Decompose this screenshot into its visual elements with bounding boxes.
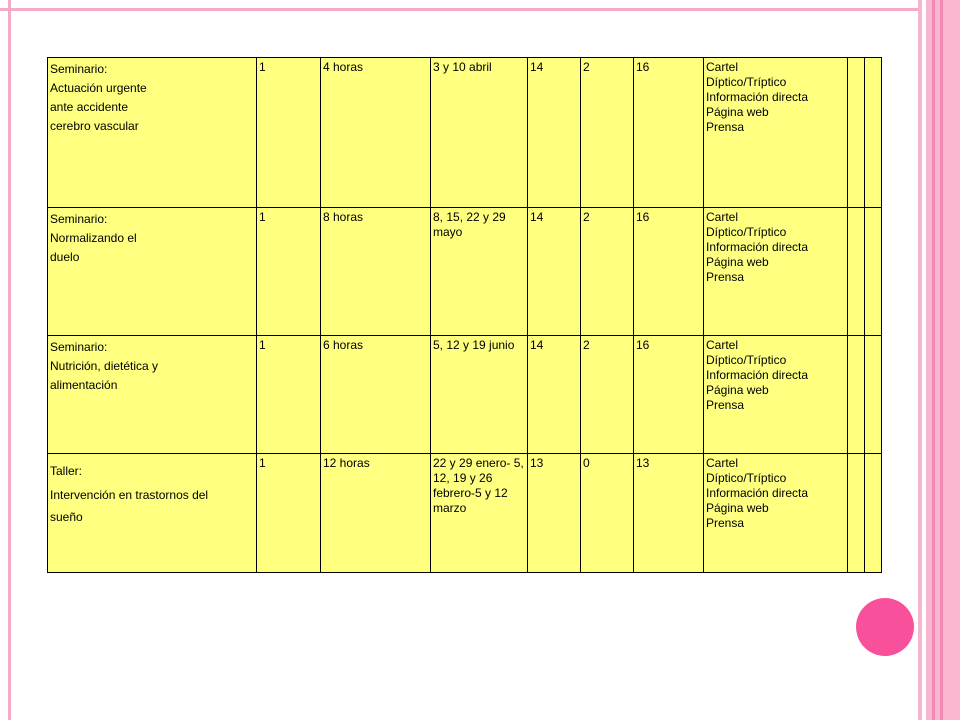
- hours-cell: 4 horas: [321, 58, 431, 208]
- media-item: Página web: [706, 383, 769, 397]
- frame-stripe: [932, 0, 935, 720]
- media-item: Cartel: [706, 456, 739, 470]
- empty-cell: [865, 208, 882, 336]
- media-item: Información directa: [706, 368, 809, 382]
- table-row: [48, 58, 882, 208]
- media-cell: [704, 336, 848, 454]
- media-item: Prensa: [706, 516, 745, 530]
- media-item: Información directa: [706, 90, 809, 104]
- hours-cell: 12 horas: [321, 454, 431, 573]
- count-a-cell: 14: [528, 208, 581, 336]
- dates-cell: 22 y 29 enero- 5, 12, 19 y 26 febrero-5 y 12 marzo: [431, 454, 528, 573]
- count-a-cell: 14: [528, 58, 581, 208]
- frame-right-band: [926, 0, 960, 720]
- table-row: [48, 336, 882, 454]
- activity-cell: [48, 336, 257, 454]
- media-item: Díptico/Tríptico: [706, 75, 787, 89]
- dates-cell: 8, 15, 22 y 29 mayo: [431, 208, 528, 336]
- media-item: Cartel: [706, 338, 739, 352]
- activity-name-line: Actuación urgente: [50, 81, 147, 95]
- editions-cell: 1: [257, 336, 321, 454]
- media-item: Díptico/Tríptico: [706, 471, 787, 485]
- course-schedule-table: [47, 57, 882, 573]
- media-cell: [704, 454, 848, 573]
- table-row: [48, 454, 882, 573]
- activity-name-line: Nutrición, dietética y: [50, 359, 159, 373]
- media-item: Díptico/Tríptico: [706, 225, 787, 239]
- dates-cell: 5, 12 y 19 junio: [431, 336, 528, 454]
- activity-cell: [48, 58, 257, 208]
- activity-name-line: cerebro vascular: [50, 119, 139, 133]
- activity-name-line: ante accidente: [50, 100, 129, 114]
- media-item: Cartel: [706, 60, 739, 74]
- editions-cell: 1: [257, 58, 321, 208]
- media-item: Página web: [706, 255, 769, 269]
- activity-name-line: Intervención en trastornos del: [50, 488, 209, 502]
- count-b-cell: 2: [581, 208, 634, 336]
- media-item: Cartel: [706, 210, 739, 224]
- activity-cell: [48, 208, 257, 336]
- total-cell: 16: [634, 58, 704, 208]
- media-cell: [704, 208, 848, 336]
- media-item: Prensa: [706, 398, 745, 412]
- media-item: Página web: [706, 105, 769, 119]
- media-item: Prensa: [706, 120, 745, 134]
- frame-left-line: [8, 0, 11, 720]
- media-item: Díptico/Tríptico: [706, 353, 787, 367]
- hours-cell: 6 horas: [321, 336, 431, 454]
- empty-cell: [848, 208, 865, 336]
- empty-cell: [865, 58, 882, 208]
- count-b-cell: 2: [581, 58, 634, 208]
- activity-type: Seminario:: [50, 62, 108, 76]
- frame-right-line: [918, 0, 922, 720]
- dates-cell: 3 y 10 abril: [431, 58, 528, 208]
- total-cell: 13: [634, 454, 704, 573]
- activity-type: Seminario:: [50, 212, 108, 226]
- editions-cell: 1: [257, 208, 321, 336]
- empty-cell: [848, 336, 865, 454]
- activity-name-line: alimentación: [50, 378, 118, 392]
- frame-top-line: [0, 8, 920, 11]
- decorative-pink-circle: [856, 598, 914, 656]
- count-b-cell: 2: [581, 336, 634, 454]
- activity-name-line: sueño: [50, 510, 83, 524]
- editions-cell: 1: [257, 454, 321, 573]
- media-item: Información directa: [706, 486, 809, 500]
- count-b-cell: 0: [581, 454, 634, 573]
- empty-cell: [848, 58, 865, 208]
- hours-cell: 8 horas: [321, 208, 431, 336]
- table-row: [48, 208, 882, 336]
- activity-name-line: Normalizando el: [50, 231, 137, 245]
- count-a-cell: 13: [528, 454, 581, 573]
- activity-name-line: duelo: [50, 250, 80, 264]
- media-item: Prensa: [706, 270, 745, 284]
- activity-type: Seminario:: [50, 340, 108, 354]
- empty-cell: [865, 336, 882, 454]
- activity-cell: [48, 454, 257, 573]
- activity-type: Taller:: [50, 464, 83, 478]
- media-item: Página web: [706, 501, 769, 515]
- media-item: Información directa: [706, 240, 809, 254]
- count-a-cell: 14: [528, 336, 581, 454]
- frame-stripe: [940, 0, 943, 720]
- empty-cell: [848, 454, 865, 573]
- empty-cell: [865, 454, 882, 573]
- total-cell: 16: [634, 208, 704, 336]
- media-cell: [704, 58, 848, 208]
- total-cell: 16: [634, 336, 704, 454]
